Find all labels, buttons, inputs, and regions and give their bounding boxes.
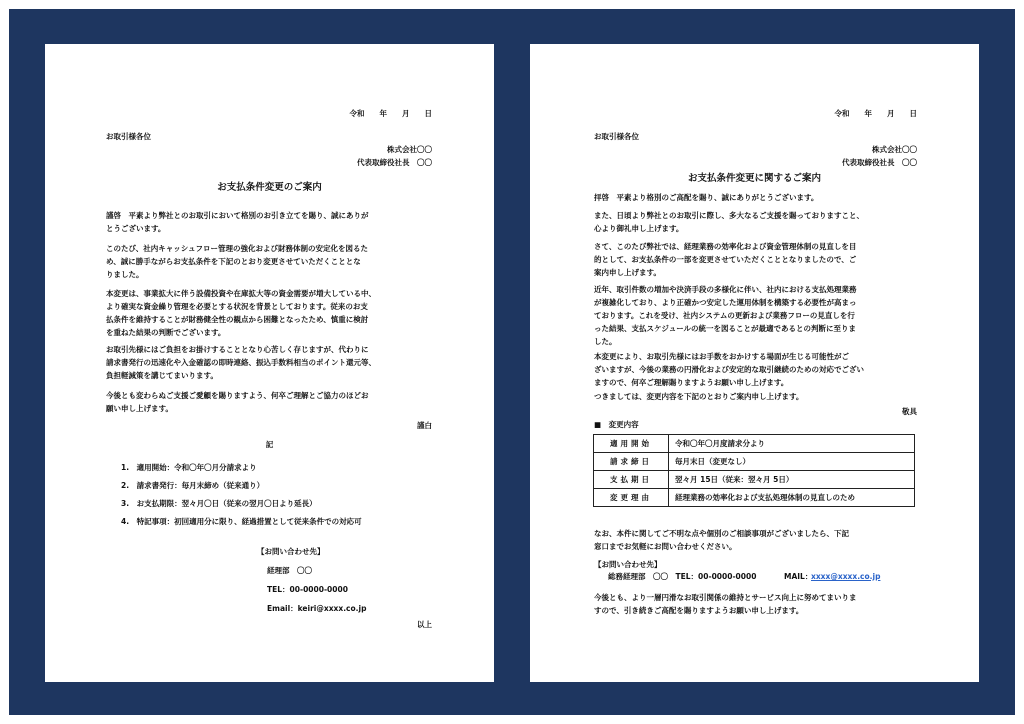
addressee: お取引様各位 <box>594 132 639 141</box>
list-item: 4. 特記事項：初回適用分に限り、経過措置として従来条件での対応可 <box>121 517 362 526</box>
body-line: ております。これを受け、社内システムの更新および業務フローの見直しを行 <box>594 311 855 320</box>
body-line: が複雑化しており、より正確かつ安定した運用体制を構築する必要性が高まっ <box>594 298 857 307</box>
body-line: りました。 <box>106 270 144 279</box>
body-line: 今後とも、より一層円滑なお取引関係の維持とサービス向上に努めてまいりま <box>594 593 857 602</box>
body-line: とうございます。 <box>106 224 166 233</box>
body-line: め、誠に勝手ながらお支払条件を下記のとおり変更させていただくこととな <box>106 257 361 266</box>
closing: 敬具 <box>902 407 917 416</box>
table-value: 経理業務の効率化および支払処理体制の見直しのため <box>669 489 915 507</box>
list-item: 2. 請求書発行：毎月末締め（従来通り） <box>121 481 265 490</box>
contact-line: 総務経理部 〇〇 TEL：00-0000-0000 <box>608 572 757 581</box>
mail-label: MAIL： <box>784 572 813 581</box>
body-line: 本変更により、お取引先様にはお手数をおかけする場面が生じる可能性がご <box>594 352 849 361</box>
ijo: 以上 <box>417 620 432 629</box>
body-line: さて、このたび弊社では、経理業務の効率化および資金管理体制の見直しを目 <box>594 242 857 251</box>
body-line: 負担軽減策を講じてまいります。 <box>106 371 218 380</box>
body-line: ますので、何卒ご理解賜りますようお願い申し上げます。 <box>594 378 789 387</box>
body-line: また、日頃より弊社とのお取引に際し、多大なるご支援を賜っておりますこと、 <box>594 211 864 220</box>
body-line: すので、引き続きご高配を賜りますようお願い申し上げます。 <box>594 606 804 615</box>
table-row <box>594 489 915 507</box>
representative: 代表取締役社長 〇〇 <box>357 158 432 167</box>
addressee: お取引様各位 <box>106 132 151 141</box>
body-line: このたび、社内キャッシュフロー管理の強化および財務体制の安定化を図るた <box>106 244 369 253</box>
body-line: 拝啓 平素より格別のご高配を賜り、誠にありがとうございます。 <box>594 193 819 202</box>
body-line: 謹啓 平素より弊社とのお取引において格別のお引き立てを賜り、誠にありが <box>106 211 369 220</box>
body-line: ざいますが、今後の業務の円滑化および安定的な取引継続のための対応でござい <box>594 365 864 374</box>
page-right <box>530 44 979 682</box>
mail-link[interactable]: xxxx@xxxx.co.jp <box>811 572 881 581</box>
table-key: 支払期日 <box>594 471 669 489</box>
date: 令和 年 月 日 <box>834 109 917 118</box>
body-line: 請求書発行の迅速化や入金確認の即時連絡、振込手数料相当のポイント還元等、 <box>106 358 376 367</box>
contact-header: 【お問い合わせ先】 <box>257 547 325 556</box>
representative: 代表取締役社長 〇〇 <box>842 158 917 167</box>
table-key: 適用開始 <box>594 435 669 453</box>
table-row <box>594 471 915 489</box>
contact-tel: TEL：00-0000-0000 <box>267 585 348 594</box>
table-value: 翌々月 15日（従来：翌々月 5日） <box>669 471 915 489</box>
table-row <box>594 453 915 471</box>
body-line: 的として、お支払条件の一部を変更させていただくこととなりましたので、ご <box>594 255 857 264</box>
body-line: した。 <box>594 337 617 346</box>
contact-header: 【お問い合わせ先】 <box>594 560 662 569</box>
contact-dept: 経理部 〇〇 <box>267 566 312 575</box>
table-value: 令和〇年〇月度請求分より <box>669 435 915 453</box>
table-row <box>594 435 915 453</box>
list-item: 1. 適用開始：令和〇年〇月分請求より <box>121 463 257 472</box>
body-line: 窓口までお気軽にお問い合わせください。 <box>594 542 737 551</box>
table-key: 変更理由 <box>594 489 669 507</box>
body-line: つきましては、変更内容を下記のとおりご案内申し上げます。 <box>594 392 804 401</box>
body-line: を重ねた結果の判断でございます。 <box>106 328 226 337</box>
body-line: 案内申し上げます。 <box>594 268 661 277</box>
table-value: 毎月末日（変更なし） <box>669 453 915 471</box>
body-line: 願い申し上げます。 <box>106 404 173 413</box>
contact-email: Email：keiri@xxxx.co.jp <box>267 604 367 613</box>
document-title: お支払条件変更に関するご案内 <box>687 173 821 184</box>
page-left <box>45 44 494 682</box>
body-line: お取引先様にはご負担をお掛けすることとなり心苦しく存じますが、代わりに <box>106 345 369 354</box>
body-line: なお、本件に関してご不明な点や個別のご相談事項がございましたら、下記 <box>594 529 849 538</box>
ki-heading: 記 <box>265 440 274 449</box>
body-line: った結果、支払スケジュールの統一を図ることが最適であるとの判断に至りま <box>594 324 857 333</box>
body-line: 払条件を維持することが財務健全性の観点から困難となったため、慎重に検討 <box>106 315 369 324</box>
document-title: お支払条件変更のご案内 <box>217 182 322 193</box>
change-table <box>593 434 915 507</box>
date: 令和 年 月 日 <box>349 109 432 118</box>
body-line: より確実な資金繰り管理を必要とする状況を背景としております。従来のお支 <box>106 302 368 311</box>
section-title: ■ 変更内容 <box>594 420 639 429</box>
list-item: 3. お支払期限：翌々月〇日（従来の翌月〇日より延長） <box>121 499 317 508</box>
closing: 謹白 <box>417 421 432 430</box>
company-name: 株式会社〇〇 <box>872 145 917 154</box>
body-line: 本変更は、事業拡大に伴う設備投資や在庫拡大等の資金需要が増大している中、 <box>106 289 376 298</box>
body-line: 近年、取引件数の増加や決済手段の多様化に伴い、社内における支払処理業務 <box>594 285 857 294</box>
table-key: 請求締日 <box>594 453 669 471</box>
body-line: 心より御礼申し上げます。 <box>594 224 684 233</box>
company-name: 株式会社〇〇 <box>387 145 432 154</box>
body-line: 今後とも変わらぬご支援ご愛顧を賜りますよう、何卒ご理解とご協力のほどお <box>106 391 369 400</box>
